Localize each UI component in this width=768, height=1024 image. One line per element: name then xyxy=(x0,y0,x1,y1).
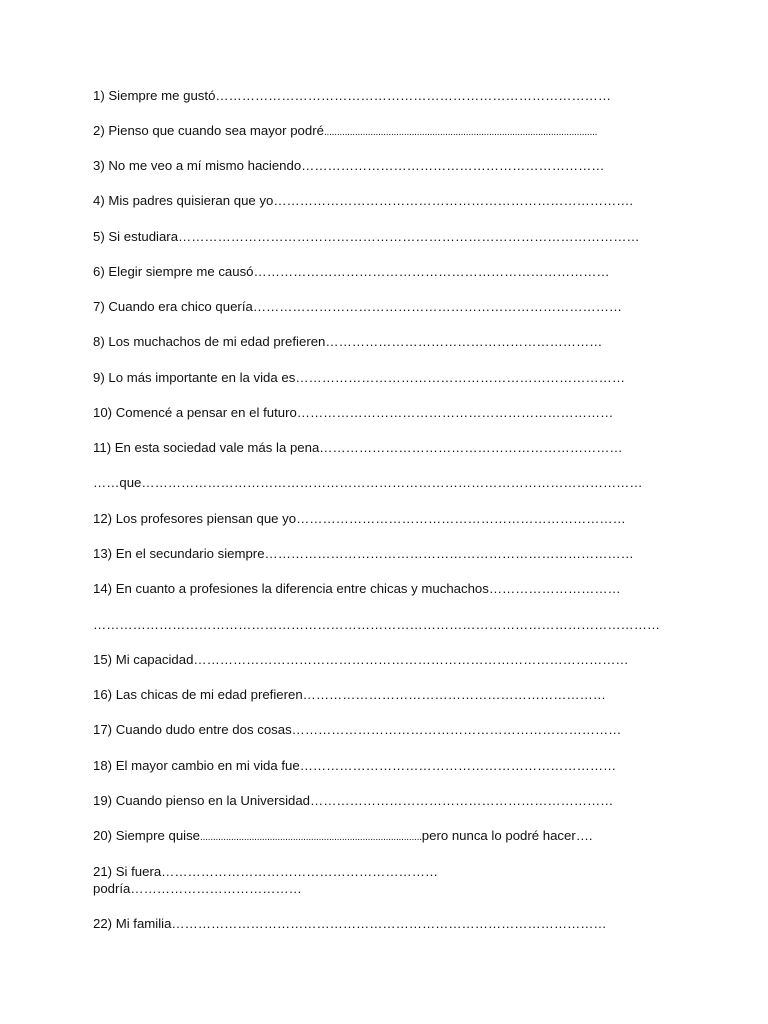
item-11-text: 11) En esta sociedad vale más la pena…………………………………………………………… xyxy=(93,440,623,455)
item-4-text: 4) Mis padres quisieran que yo………………………………………………………………………. xyxy=(93,193,634,208)
item-10-text: 10) Comencé a pensar en el futuro……………………………………………………………… xyxy=(93,405,614,420)
item-13-text: 13) En el secundario siempre………………………………………………………………………… xyxy=(93,546,634,561)
item-21-continuation xyxy=(93,881,302,897)
item-11 xyxy=(93,440,623,456)
item-22 xyxy=(93,916,607,932)
item-6 xyxy=(93,264,610,280)
item-11-continuation xyxy=(93,475,643,491)
item-9 xyxy=(93,370,625,386)
item-18 xyxy=(93,758,616,774)
item-11-continuation-text: ……que…………………………………………………………………………………………………… xyxy=(93,475,643,490)
item-14 xyxy=(93,581,621,597)
item-13 xyxy=(93,546,634,562)
item-21-continuation-text: podría………………………………… xyxy=(93,881,302,896)
item-19 xyxy=(93,793,613,809)
item-2-fill: .......................................................................................................... xyxy=(323,127,598,138)
item-16-text: 16) Las chicas de mi edad prefieren…………………………………………………………… xyxy=(93,687,606,702)
item-8 xyxy=(93,334,602,350)
item-22-text: 22) Mi familia……………………………………………………………………………………… xyxy=(93,916,607,931)
item-12-text: 12) Los profesores piensan que yo………………………………………………………………… xyxy=(93,511,626,526)
item-15 xyxy=(93,652,629,668)
item-2-text: 2) Pienso que cuando sea mayor podré xyxy=(93,123,324,138)
item-10 xyxy=(93,405,613,421)
item-5 xyxy=(93,229,640,245)
item-18-text: 18) El mayor cambio en mi vida fue……………………………………………………………… xyxy=(93,758,617,773)
item-16 xyxy=(93,687,606,703)
item-7-text: 7) Cuando era chico quería………………………………………………………………………… xyxy=(93,299,623,314)
item-14-continuation-text: ………………………………………………………………………………………………………………… xyxy=(93,617,661,632)
item-2 xyxy=(93,123,597,141)
item-14-text: 14) En cuanto a profesiones la diferencia entre chicas y muchachos………………………… xyxy=(93,581,621,596)
item-3-text: 3) No me veo a mí mismo haciendo…………………………………………………………… xyxy=(93,158,605,173)
item-20-ending: pero nunca lo podré hacer…. xyxy=(421,828,593,843)
item-15-text: 15) Mi capacidad……………………………………………………………………………………… xyxy=(93,652,629,667)
item-14-continuation xyxy=(93,617,660,633)
item-20-text: 20) Siempre quise xyxy=(93,828,201,843)
item-19-text: 19) Cuando pienso en la Universidad…………………………………………………………… xyxy=(93,793,614,808)
item-4 xyxy=(93,193,633,209)
item-20-fill: ...................................................................................... xyxy=(200,832,422,843)
item-3 xyxy=(93,158,604,174)
item-17 xyxy=(93,722,621,738)
item-17-text: 17) Cuando dudo entre dos cosas………………………………………………………………… xyxy=(93,722,622,737)
item-21-text: 21) Si fuera……………………………………………………… xyxy=(93,864,439,879)
item-8-text: 8) Los muchachos de mi edad prefieren……………………………………………………… xyxy=(93,334,603,349)
item-1-text: 1) Siempre me gustó……………………………………………………………………………… xyxy=(93,88,612,103)
item-20 xyxy=(93,828,593,846)
item-1 xyxy=(93,88,611,104)
item-12 xyxy=(93,511,626,527)
item-6-text: 6) Elegir siempre me causó……………………………………………………………………… xyxy=(93,264,610,279)
item-21 xyxy=(93,864,438,880)
item-5-text: 5) Si estudiara…………………………………………………………………………………………… xyxy=(93,229,640,244)
item-9-text: 9) Lo más importante en la vida es………………………………………………………………… xyxy=(93,370,626,385)
item-7 xyxy=(93,299,622,315)
